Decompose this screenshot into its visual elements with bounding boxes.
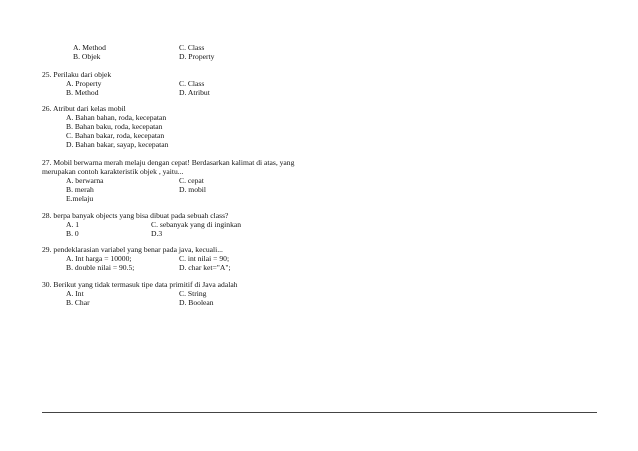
q25-option-a: A. Property [66,79,102,88]
q25-option-d: D. Atribut [179,88,210,97]
q27-option-c: C. cepat [179,176,204,185]
q28-option-b: B. 0 [66,229,79,238]
q29-option-a: A. Int harga = 10000; [66,254,132,263]
q30-option-c: C. String [179,289,207,298]
q26-option-d: D. Bahan bakar, sayap, kecepatan [66,140,169,149]
q27-option-e: E.melaju [66,194,94,203]
q28-question: 28. berpa banyak objects yang bisa dibuat pada sebuah class? [42,211,229,220]
q26-option-a: A. Bahan bahan, roda, kecepatan [66,113,167,122]
q27-option-b: B. merah [66,185,94,194]
q25-option-c: C. Class [179,79,205,88]
q28-option-d: D.3 [151,229,163,238]
footer-rule [42,412,597,413]
q26-question: 26. Atribut dari kelas mobil [42,104,126,113]
q24-option-a: A. Method [73,43,106,52]
q29-option-c: C. int nilai = 90; [179,254,230,263]
q29-question: 29. pendeklarasian variabel yang benar pada java, kecuali... [42,245,223,254]
q30-option-d: D. Boolean [179,298,214,307]
q25-option-b: B. Method [66,88,99,97]
q24-option-b: B. Objek [73,52,101,61]
q27-option-d: D. mobil [179,185,207,194]
q27-question-line1: 27. Mobil berwarna merah melaju dengan cepat! Berdasarkan kalimat di atas, yang [42,158,295,167]
q26-option-b: B. Bahan baku, roda, kecepatan [66,122,163,131]
q24-option-d: D. Property [179,52,215,61]
q24-option-c: C. Class [179,43,205,52]
q29-option-b: B. double nilai = 90.5; [66,263,135,272]
q28-option-c: C. sebanyak yang di inginkan [151,220,242,229]
q29-option-d: D. char ket="A"; [179,263,231,272]
q25-question: 25. Perilaku dari objek [42,70,112,79]
q26-option-c: C. Bahan bakar, roda, kecepatan [66,131,165,140]
q30-question: 30. Berikut yang tidak termasuk tipe data primitif di Java adalah [42,280,238,289]
q30-option-b: B. Char [66,298,90,307]
q30-option-a: A. Int [66,289,84,298]
q27-question-line2: merupakan contoh karakteristik objek , yaitu... [42,167,184,176]
q27-option-a: A. berwarna [66,176,104,185]
q28-option-a: A. 1 [66,220,80,229]
